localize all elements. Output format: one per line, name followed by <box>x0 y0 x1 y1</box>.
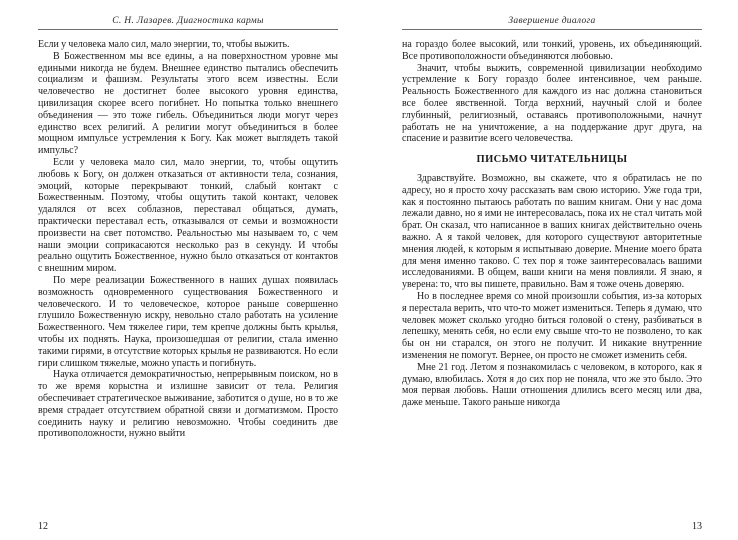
right-page-number: 13 <box>692 521 702 532</box>
body-paragraph: Но в последнее время со мной произошли события, из-за которых я перестала верить, что что-то может измениться. Теперь я думаю, что человек может сколько угодно биться головой о стену, разбиваться в лепешку, менять себя, но если ему свыше что-то не позволено, то как бы он ни старался, он этого не получит. И никакие внутренние изменения не помогут. Вернее, он просто не сможет изменить себя. <box>402 290 702 361</box>
body-paragraph: Если у человека мало сил, мало энергии, то, чтобы выжить. <box>38 39 290 50</box>
body-paragraph: Значит, чтобы выжить, современной цивилизации необходимо устремление к Богу гораздо более интенсивное, чем раньше. Реальность Божественного для каждого из нас должна становиться все более явственной. Тогда верхний, научный слой и более глубинный, религиозный, оставаясь противоположными, начнут работать не на уничтожение, а на поддержание друг друга, на спасение и развитие всего человечества. <box>402 62 702 145</box>
body-paragraph: Если у человека мало сил, мало энергии, то, чтобы ощутить любовь к Богу, он должен отказаться от активности тела, сознания, эмоций, которые перекрывают тонкий, слабый контакт с Божественным. Поэтому, чтобы ощутить такой контакт, человек удалялся от всех соблазнов, переставал общаться, думать, практически переставал есть, отказывался от семьи и возможности произвести на свет потомство. Реальностью мы называем то, с чем наши эмоции соприкасаются несколько раз в секунду. И чтобы реально ощутить Божественное, нужно было отказаться от контактов с внешним миром. <box>38 156 338 275</box>
right-running-head: Завершение диалога <box>402 16 702 30</box>
body-paragraph: Наука отличается демократичностью, непрерывным поиском, но в то же время корыстна и излишне зависит от тела. Религия обеспечивает стратегическое выживание, заботится о душе, но в то же время страдает отсутствием обратной связи и догматизмом. Просто соединить науку и религию невозможно. Чтобы соединить две противоположности, нужно выйти <box>38 369 338 440</box>
right-page-body <box>402 39 702 540</box>
left-page <box>38 16 338 540</box>
body-paragraph: Здравствуйте. Возможно, вы скажете, что я обратилась не по адресу, но я просто хочу рассказать вам свою историю. Уже года три, как я постоянно пытаюсь работать по вашим книгам. Они у нас дома лежали давно, но я ими не интересовалась, пока их не стал читать мой брат. Он сказал, что написанное в ваших книгах действительно очень важно. А я такой человек, для которого существуют авторитетные мнения людей, к которым я испытываю доверие. Мнение моего брата для меня именно таково. С тех пор я тоже заинтересовалась вашими исследованиями. В общем, ваши книги на меня повлияли. Я знаю, я уверена: то, что вы пишете, правильно. Вам я тоже очень доверяю. <box>402 172 702 291</box>
body-paragraph: По мере реализации Божественного в наших душах появилась возможность одновременного существования Божественного и человеческого. И то человеческое, которое раньше совершенно глушило Божественную искру, невольно стало работать на усиление Божественного. Чем тяжелее гири, тем крепче должны быть крылья, чтобы их поднять. Наука, произошедшая от религии, стала именно такими гирями, в отсутствие которых крылья не развиваются. Но если гири слишком тяжелые, можно упасть и погибнуть. <box>38 274 338 369</box>
body-paragraph: В Божественном мы все едины, а на поверхностном уровне мы едиными никогда не будем. Внешнее единство пытались обеспечить социализм и фашизм. Результаты этого всем известны. Если человечество не достигнет более высокого уровня единства, цивилизация скорее всего погибнет. Но попытка только внешнего объединения — это тоже гибель. Объединиться люди могут через единство всех религий. А религии могут объединиться в более мощном импульсе устремления к Богу. Как может выглядеть такой импульс? <box>38 50 338 157</box>
section-heading: ПИСЬМО ЧИТАТЕЛЬНИЦЫ <box>476 154 628 166</box>
left-page-body <box>38 39 338 540</box>
right-page <box>402 16 702 540</box>
body-paragraph: на гораздо более высокий, или тонкий, уровень, их объединяющий. Все противоположности объединяются любовью. <box>402 39 702 62</box>
left-page-number: 12 <box>38 521 48 532</box>
body-paragraph: Мне 21 год. Летом я познакомилась с человеком, в которого, как я думаю, влюбилась. Хотя я до сих пор не поняла, что же это было. Это моя первая любовь. Наши отношения длились всего месяц или два, даже меньше. Такого раньше никогда <box>402 361 702 409</box>
left-running-head: С. Н. Лазарев. Диагностика кармы <box>38 16 338 30</box>
